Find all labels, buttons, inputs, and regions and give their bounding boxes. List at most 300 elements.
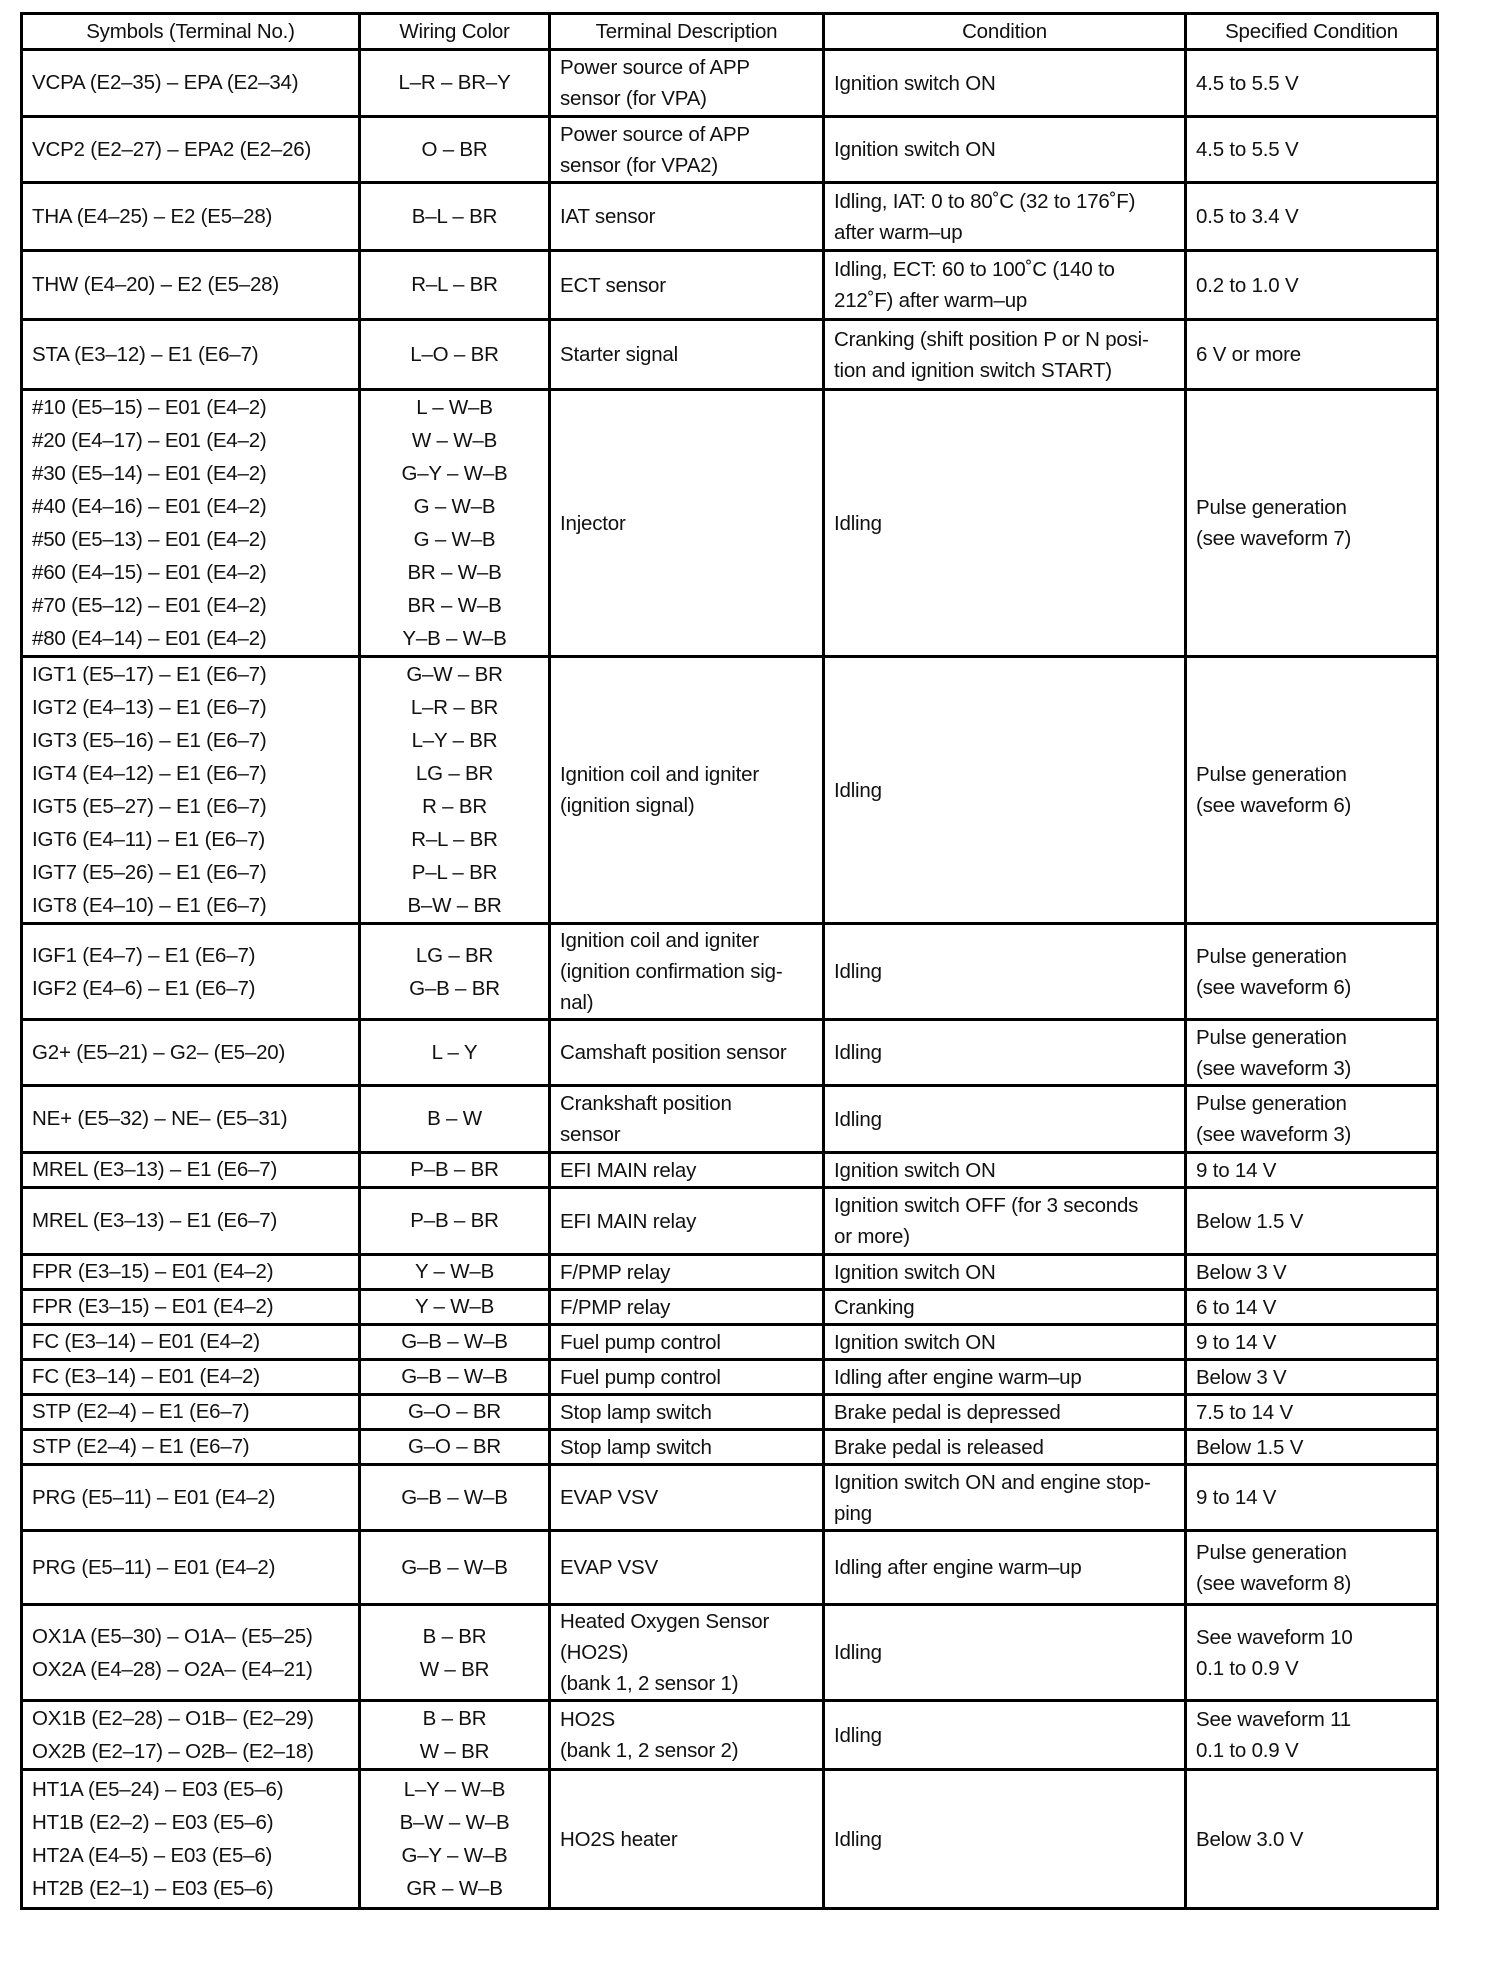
cell-specified-condition [1186, 924, 1438, 1020]
cell-symbols-line: VCPA (E2–35) – EPA (E2–34) [32, 71, 299, 94]
cell-symbols-line: #20 (E4–17) – E01 (E4–2) [32, 429, 267, 452]
cell-symbols-line: #10 (E5–15) – E01 (E4–2) [32, 396, 267, 419]
table-row [22, 924, 1438, 1020]
cell-symbols-line: STP (E2–4) – E1 (E6–7) [32, 1435, 250, 1458]
cell-condition [824, 1770, 1186, 1909]
header-terminal-description: Terminal Description [550, 14, 824, 50]
cell-specified-condition-line: Pulse generation [1196, 496, 1347, 519]
cell-terminal-description [550, 251, 824, 320]
cell-specified-condition-line: 7.5 to 14 V [1196, 1400, 1293, 1424]
cell-specified-condition [1186, 1701, 1438, 1770]
cell-symbols-line: HT2B (E2–1) – E03 (E5–6) [32, 1877, 274, 1900]
header-wiring-color: Wiring Color [360, 14, 550, 50]
cell-symbols-line: IGF1 (E4–7) – E1 (E6–7) [32, 943, 256, 967]
cell-symbols-line: THW (E4–20) – E2 (E5–28) [32, 273, 279, 296]
cell-symbols-line: STA (E3–12) – E1 (E6–7) [32, 342, 259, 366]
cell-terminal-description-line: F/PMP relay [560, 1260, 671, 1284]
cell-symbols [22, 1531, 360, 1605]
cell-wiring-color-line: L – W–B [416, 396, 493, 419]
cell-symbols-line: IGT6 (E4–11) – E1 (E6–7) [32, 828, 265, 851]
cell-condition [824, 1255, 1186, 1290]
cell-terminal-description-line: EFI MAIN relay [560, 1209, 697, 1233]
cell-symbols-line: #50 (E5–13) – E01 (E4–2) [32, 528, 267, 551]
cell-symbols [22, 924, 360, 1020]
cell-terminal-description-line: (ignition signal) [560, 794, 695, 817]
cell-specified-condition [1186, 1290, 1438, 1325]
cell-specified-condition [1186, 1020, 1438, 1086]
cell-condition [824, 657, 1186, 924]
table-row [22, 1605, 1438, 1701]
cell-terminal-description-line: sensor (for VPA) [560, 87, 707, 110]
cell-specified-condition-line: Below 3 V [1196, 1365, 1287, 1389]
cell-specified-condition-line: 6 to 14 V [1196, 1295, 1277, 1319]
cell-symbols [22, 251, 360, 320]
cell-symbols-line: #60 (E4–15) – E01 (E4–2) [32, 561, 267, 584]
cell-terminal-description [550, 1701, 824, 1770]
cell-specified-condition-line: (see waveform 6) [1196, 794, 1352, 817]
cell-symbols-line: IGT3 (E5–16) – E1 (E6–7) [32, 729, 267, 752]
cell-condition [824, 251, 1186, 320]
cell-terminal-description [550, 1020, 824, 1086]
cell-specified-condition-line: (see waveform 3) [1196, 1123, 1352, 1146]
cell-symbols-line: IGF2 (E4–6) – E1 (E6–7) [32, 976, 256, 1000]
cell-specified-condition-line: 0.2 to 1.0 V [1196, 273, 1299, 297]
table-row [22, 1395, 1438, 1430]
cell-wiring-color [360, 1465, 550, 1531]
cell-wiring-color [360, 390, 550, 657]
cell-symbols-line: OX2A (E4–28) – O2A– (E4–21) [32, 1657, 313, 1681]
cell-specified-condition-line: Below 1.5 V [1196, 1435, 1304, 1459]
cell-wiring-color-line: G–B – W–B [401, 1330, 508, 1353]
cell-symbols-line: #40 (E4–16) – E01 (E4–2) [32, 495, 267, 518]
cell-specified-condition [1186, 1605, 1438, 1701]
cell-terminal-description-line: ECT sensor [560, 273, 666, 297]
cell-symbols-line: HT1B (E2–2) – E03 (E5–6) [32, 1811, 274, 1834]
cell-terminal-description-line: Fuel pump control [560, 1330, 721, 1354]
cell-terminal-description [550, 1153, 824, 1188]
table-row [22, 1325, 1438, 1360]
cell-symbols [22, 1605, 360, 1701]
cell-specified-condition-line: Pulse generation [1196, 763, 1347, 786]
cell-symbols-line: IGT7 (E5–26) – E1 (E6–7) [32, 861, 267, 884]
table-row [22, 1255, 1438, 1290]
cell-terminal-description-line: F/PMP relay [560, 1295, 671, 1319]
cell-terminal-description-line: Starter signal [560, 343, 678, 366]
cell-condition-line: Ignition switch ON [834, 1260, 996, 1284]
cell-specified-condition-line: See waveform 11 [1196, 1708, 1352, 1731]
cell-wiring-color-line: G–B – W–B [401, 1365, 508, 1388]
cell-specified-condition-line: 6 V or more [1196, 343, 1301, 366]
cell-symbols [22, 1701, 360, 1770]
cell-condition-line: Ignition switch OFF (for 3 seconds [834, 1194, 1139, 1217]
cell-symbols-line: PRG (E5–11) – E01 (E4–2) [32, 1485, 276, 1509]
cell-symbols-line: IGT5 (E5–27) – E1 (E6–7) [32, 795, 267, 818]
cell-wiring-color-line: L–O – BR [410, 342, 499, 366]
cell-symbols [22, 1395, 360, 1430]
cell-terminal-description-line: Fuel pump control [560, 1365, 721, 1389]
cell-wiring-color-line: Y – W–B [414, 1260, 495, 1283]
cell-terminal-description [550, 117, 824, 183]
cell-condition-line: Idling after engine warm–up [834, 1365, 1082, 1389]
cell-specified-condition-line: Below 1.5 V [1196, 1209, 1304, 1233]
cell-wiring-color-line: P–B – BR [410, 1209, 499, 1232]
cell-terminal-description-line: (bank 1, 2 sensor 1) [560, 1672, 739, 1695]
cell-wiring-color-line: L–R – BR–Y [398, 71, 511, 94]
cell-wiring-color [360, 183, 550, 251]
cell-specified-condition-line: Below 3.0 V [1196, 1827, 1304, 1851]
cell-symbols [22, 1360, 360, 1395]
cell-symbols-line: #30 (E5–14) – E01 (E4–2) [32, 462, 267, 485]
cell-terminal-description [550, 183, 824, 251]
cell-terminal-description-line: Ignition coil and igniter [560, 763, 759, 786]
cell-specified-condition-line: See waveform 10 [1196, 1625, 1353, 1649]
cell-specified-condition [1186, 1153, 1438, 1188]
cell-specified-condition [1186, 50, 1438, 117]
cell-terminal-description [550, 1188, 824, 1255]
table-row [22, 1770, 1438, 1909]
cell-specified-condition [1186, 320, 1438, 390]
cell-wiring-color-line: LG – BR [415, 762, 494, 785]
cell-terminal-description-line: Heated Oxygen Sensor [560, 1610, 770, 1633]
cell-wiring-color-line: G–Y – W–B [401, 1844, 508, 1867]
cell-terminal-description [550, 1290, 824, 1325]
cell-symbols [22, 1770, 360, 1909]
cell-symbols-line: IGT2 (E4–13) – E1 (E6–7) [32, 696, 267, 719]
cell-terminal-description-line: Stop lamp switch [560, 1400, 712, 1424]
table-row [22, 1430, 1438, 1465]
cell-terminal-description-line: Power source of APP [560, 56, 750, 79]
cell-condition [824, 1086, 1186, 1153]
cell-terminal-description [550, 390, 824, 657]
cell-symbols [22, 1153, 360, 1188]
table-body [22, 50, 1438, 1909]
cell-wiring-color-line: R – BR [422, 795, 487, 818]
cell-symbols-line: MREL (E3–13) – E1 (E6–7) [32, 1158, 278, 1181]
cell-condition [824, 1430, 1186, 1465]
cell-symbols-line: FC (E3–14) – E01 (E4–2) [32, 1365, 260, 1388]
cell-wiring-color [360, 1770, 550, 1909]
cell-specified-condition-line: (see waveform 7) [1196, 527, 1352, 550]
cell-wiring-color-line: G–B – BR [409, 976, 500, 1000]
cell-condition [824, 50, 1186, 117]
cell-terminal-description [550, 1465, 824, 1531]
cell-terminal-description-line: Injector [560, 511, 626, 535]
cell-condition-line: Ignition switch ON [834, 1330, 996, 1354]
cell-condition-line: Idling after engine warm–up [834, 1556, 1082, 1579]
cell-symbols-line: #80 (E4–14) – E01 (E4–2) [32, 627, 267, 650]
cell-symbols-line: OX2B (E2–17) – O2B– (E2–18) [32, 1740, 314, 1763]
cell-specified-condition-line: 0.5 to 3.4 V [1196, 205, 1299, 228]
cell-terminal-description [550, 50, 824, 117]
cell-terminal-description [550, 1255, 824, 1290]
cell-terminal-description [550, 924, 824, 1020]
cell-terminal-description-line: Crankshaft position [560, 1092, 732, 1115]
cell-condition-line: Ignition switch ON and engine stop- [834, 1470, 1151, 1494]
cell-condition [824, 1465, 1186, 1531]
cell-terminal-description [550, 1531, 824, 1605]
cell-terminal-description-line: sensor (for VPA2) [560, 153, 718, 177]
cell-wiring-color-line: L–R – BR [410, 696, 499, 719]
cell-condition-line: 212˚F) after warm–up [834, 289, 1028, 312]
table-row [22, 1360, 1438, 1395]
cell-terminal-description [550, 1430, 824, 1465]
cell-wiring-color [360, 1086, 550, 1153]
header-specified-condition: Specified Condition [1186, 14, 1438, 50]
cell-symbols-line: OX1B (E2–28) – O1B– (E2–29) [32, 1707, 314, 1730]
cell-symbols-line: #70 (E5–12) – E01 (E4–2) [32, 594, 267, 617]
cell-symbols-line: IGT4 (E4–12) – E1 (E6–7) [32, 762, 267, 785]
cell-specified-condition [1186, 1360, 1438, 1395]
cell-specified-condition-line: Pulse generation [1196, 944, 1347, 968]
cell-terminal-description-line: EVAP VSV [560, 1486, 658, 1509]
cell-wiring-color-line: B–L – BR [411, 204, 498, 228]
cell-wiring-color-line: G–O – BR [408, 1400, 501, 1423]
cell-condition-line: Ignition switch ON [834, 1158, 996, 1182]
cell-condition [824, 1701, 1186, 1770]
cell-symbols-line: PRG (E5–11) – E01 (E4–2) [32, 1555, 276, 1579]
cell-wiring-color [360, 1395, 550, 1430]
cell-condition [824, 1325, 1186, 1360]
cell-symbols [22, 1465, 360, 1531]
header-condition: Condition [824, 14, 1186, 50]
cell-condition [824, 1153, 1186, 1188]
cell-terminal-description [550, 1086, 824, 1153]
header-row [22, 14, 1438, 50]
cell-specified-condition [1186, 1430, 1438, 1465]
cell-wiring-color [360, 1290, 550, 1325]
cell-terminal-description-line: (bank 1, 2 sensor 2) [560, 1739, 739, 1762]
cell-specified-condition-line: 0.1 to 0.9 V [1196, 1656, 1299, 1680]
cell-wiring-color-line: R–L – BR [411, 273, 498, 296]
cell-condition [824, 1531, 1186, 1605]
cell-condition [824, 924, 1186, 1020]
cell-terminal-description-line: (ignition confirmation sig- [560, 960, 783, 983]
table-row [22, 1153, 1438, 1188]
cell-terminal-description-line: Power source of APP [560, 122, 750, 146]
cell-wiring-color-line: G – W–B [413, 495, 496, 518]
table-row [22, 1465, 1438, 1531]
cell-symbols-line: FPR (E3–15) – E01 (E4–2) [32, 1295, 274, 1318]
cell-wiring-color-line: G – W–B [413, 528, 496, 551]
cell-symbols-line: MREL (E3–13) – E1 (E6–7) [32, 1209, 278, 1232]
cell-wiring-color-line: B–W – W–B [399, 1811, 510, 1834]
cell-wiring-color [360, 1605, 550, 1701]
cell-symbols [22, 1086, 360, 1153]
cell-wiring-color-line: L–Y – BR [411, 729, 498, 752]
cell-symbols [22, 390, 360, 657]
cell-specified-condition [1186, 1465, 1438, 1531]
cell-wiring-color-line: Y – W–B [414, 1295, 495, 1318]
cell-specified-condition-line: Pulse generation [1196, 1540, 1347, 1564]
cell-wiring-color-line: Y–B – W–B [402, 627, 507, 650]
cell-wiring-color [360, 924, 550, 1020]
cell-wiring-color-line: P–B – BR [410, 1158, 499, 1181]
cell-terminal-description-line: EFI MAIN relay [560, 1158, 697, 1182]
cell-symbols-line: HT2A (E4–5) – E03 (E5–6) [32, 1844, 273, 1867]
cell-specified-condition [1186, 183, 1438, 251]
header-symbols: Symbols (Terminal No.) [22, 14, 360, 50]
cell-terminal-description-line: IAT sensor [560, 205, 656, 228]
cell-wiring-color-line: G–B – W–B [401, 1485, 508, 1509]
cell-wiring-color-line: B–W – BR [407, 894, 502, 917]
cell-specified-condition-line: 4.5 to 5.5 V [1196, 71, 1299, 95]
cell-specified-condition-line: (see waveform 3) [1196, 1056, 1352, 1080]
cell-condition-line: Idling [834, 1107, 882, 1131]
cell-terminal-description [550, 1770, 824, 1909]
cell-condition-line: Idling [834, 1641, 882, 1664]
cell-condition-line: Brake pedal is depressed [834, 1400, 1061, 1424]
cell-symbols [22, 320, 360, 390]
cell-condition [824, 1360, 1186, 1395]
cell-specified-condition [1186, 117, 1438, 183]
cell-specified-condition-line: 0.1 to 0.9 V [1196, 1739, 1299, 1762]
cell-symbols-line: VCP2 (E2–27) – EPA2 (E2–26) [32, 137, 312, 161]
cell-specified-condition [1186, 1395, 1438, 1430]
cell-symbols [22, 50, 360, 117]
cell-condition [824, 1020, 1186, 1086]
table-row [22, 1188, 1438, 1255]
cell-wiring-color-line: L–Y – W–B [403, 1778, 506, 1801]
cell-symbols-line: THA (E4–25) – E2 (E5–28) [32, 204, 273, 228]
cell-specified-condition [1186, 1188, 1438, 1255]
cell-specified-condition [1186, 390, 1438, 657]
cell-condition-line: or more) [834, 1225, 910, 1248]
cell-symbols [22, 183, 360, 251]
cell-wiring-color [360, 320, 550, 390]
cell-wiring-color-line: W – BR [419, 1740, 490, 1763]
cell-wiring-color [360, 50, 550, 117]
cell-wiring-color-line: BR – W–B [407, 561, 502, 584]
cell-specified-condition-line: Pulse generation [1196, 1025, 1347, 1049]
cell-wiring-color [360, 1255, 550, 1290]
cell-condition-line: after warm–up [834, 220, 963, 244]
cell-condition-line: Cranking (shift position P or N posi- [834, 327, 1149, 351]
cell-condition-line: Idling [834, 511, 882, 535]
table-row [22, 1290, 1438, 1325]
cell-condition [824, 1605, 1186, 1701]
cell-terminal-description [550, 1605, 824, 1701]
cell-specified-condition [1186, 1255, 1438, 1290]
cell-terminal-description [550, 1395, 824, 1430]
cell-symbols [22, 1430, 360, 1465]
cell-wiring-color-line: G–B – W–B [401, 1555, 508, 1579]
cell-condition [824, 1290, 1186, 1325]
cell-wiring-color [360, 1325, 550, 1360]
table-row [22, 251, 1438, 320]
cell-symbols-line: FC (E3–14) – E01 (E4–2) [32, 1330, 260, 1353]
cell-terminal-description-line: HO2S [560, 1708, 616, 1731]
cell-condition [824, 1188, 1186, 1255]
cell-specified-condition-line: Below 3 V [1196, 1260, 1287, 1284]
cell-condition-line: Idling [834, 1723, 882, 1747]
cell-condition-line: Brake pedal is released [834, 1435, 1044, 1459]
cell-wiring-color [360, 251, 550, 320]
cell-symbols-line: STP (E2–4) – E1 (E6–7) [32, 1400, 250, 1423]
cell-wiring-color-line: G–O – BR [408, 1435, 501, 1458]
cell-wiring-color [360, 1188, 550, 1255]
cell-symbols [22, 117, 360, 183]
cell-symbols [22, 657, 360, 924]
cell-terminal-description-line: nal) [560, 991, 594, 1014]
cell-wiring-color-line: B – W [427, 1107, 482, 1130]
table-header [22, 14, 1438, 50]
cell-specified-condition [1186, 1325, 1438, 1360]
cell-symbols-line: OX1A (E5–30) – O1A– (E5–25) [32, 1624, 313, 1648]
cell-wiring-color-line: LG – BR [415, 943, 494, 967]
table-row [22, 117, 1438, 183]
cell-terminal-description [550, 320, 824, 390]
table-row [22, 1020, 1438, 1086]
cell-condition-line: Idling, ECT: 60 to 100˚C (140 to [834, 258, 1115, 281]
cell-symbols-line: G2+ (E5–21) – G2– (E5–20) [32, 1040, 286, 1064]
cell-wiring-color-line: BR – W–B [407, 594, 502, 617]
cell-condition-line: Ignition switch ON [834, 138, 996, 161]
cell-symbols [22, 1255, 360, 1290]
cell-wiring-color-line: O – BR [421, 137, 488, 161]
cell-wiring-color [360, 1360, 550, 1395]
cell-condition-line: tion and ignition switch START) [834, 358, 1112, 382]
cell-specified-condition [1186, 657, 1438, 924]
cell-condition [824, 320, 1186, 390]
cell-wiring-color [360, 1430, 550, 1465]
cell-wiring-color-line: R–L – BR [411, 828, 498, 851]
cell-symbols-line: FPR (E3–15) – E01 (E4–2) [32, 1260, 274, 1283]
cell-wiring-color-line: W – W–B [411, 429, 498, 452]
table-row [22, 183, 1438, 251]
cell-wiring-color-line: B – BR [422, 1624, 487, 1648]
cell-terminal-description [550, 1360, 824, 1395]
cell-specified-condition-line: Pulse generation [1196, 1092, 1347, 1115]
cell-condition-line: Idling, IAT: 0 to 80˚C (32 to 176˚F) [834, 189, 1136, 213]
cell-specified-condition [1186, 1086, 1438, 1153]
cell-wiring-color [360, 1020, 550, 1086]
cell-wiring-color [360, 117, 550, 183]
cell-condition [824, 1395, 1186, 1430]
cell-symbols-line: HT1A (E5–24) – E03 (E5–6) [32, 1778, 284, 1801]
cell-terminal-description [550, 657, 824, 924]
cell-wiring-color [360, 1153, 550, 1188]
cell-wiring-color [360, 1531, 550, 1605]
table-row [22, 1701, 1438, 1770]
cell-wiring-color-line: L – Y [431, 1040, 478, 1064]
table-row [22, 657, 1438, 924]
cell-specified-condition [1186, 251, 1438, 320]
cell-symbols [22, 1290, 360, 1325]
cell-wiring-color-line: W – BR [419, 1657, 490, 1681]
cell-specified-condition-line: (see waveform 6) [1196, 975, 1352, 999]
cell-terminal-description-line: Ignition coil and igniter [560, 929, 759, 952]
cell-condition [824, 390, 1186, 657]
cell-terminal-description-line: sensor [560, 1123, 621, 1146]
table-row [22, 50, 1438, 117]
cell-wiring-color-line: G–Y – W–B [401, 462, 508, 485]
cell-wiring-color-line: GR – W–B [406, 1877, 503, 1900]
cell-wiring-color-line: P–L – BR [411, 861, 498, 884]
cell-condition-line: Ignition switch ON [834, 71, 996, 95]
cell-condition-line: Idling [834, 778, 882, 802]
table-row [22, 390, 1438, 657]
cell-condition [824, 117, 1186, 183]
cell-terminal-description-line: (HO2S) [560, 1641, 629, 1664]
cell-wiring-color [360, 657, 550, 924]
cell-symbols [22, 1325, 360, 1360]
table-row [22, 1086, 1438, 1153]
cell-condition-line: Idling [834, 960, 882, 983]
cell-wiring-color [360, 1701, 550, 1770]
cell-symbols [22, 1188, 360, 1255]
cell-terminal-description [550, 1325, 824, 1360]
cell-specified-condition-line: (see waveform 8) [1196, 1571, 1352, 1595]
